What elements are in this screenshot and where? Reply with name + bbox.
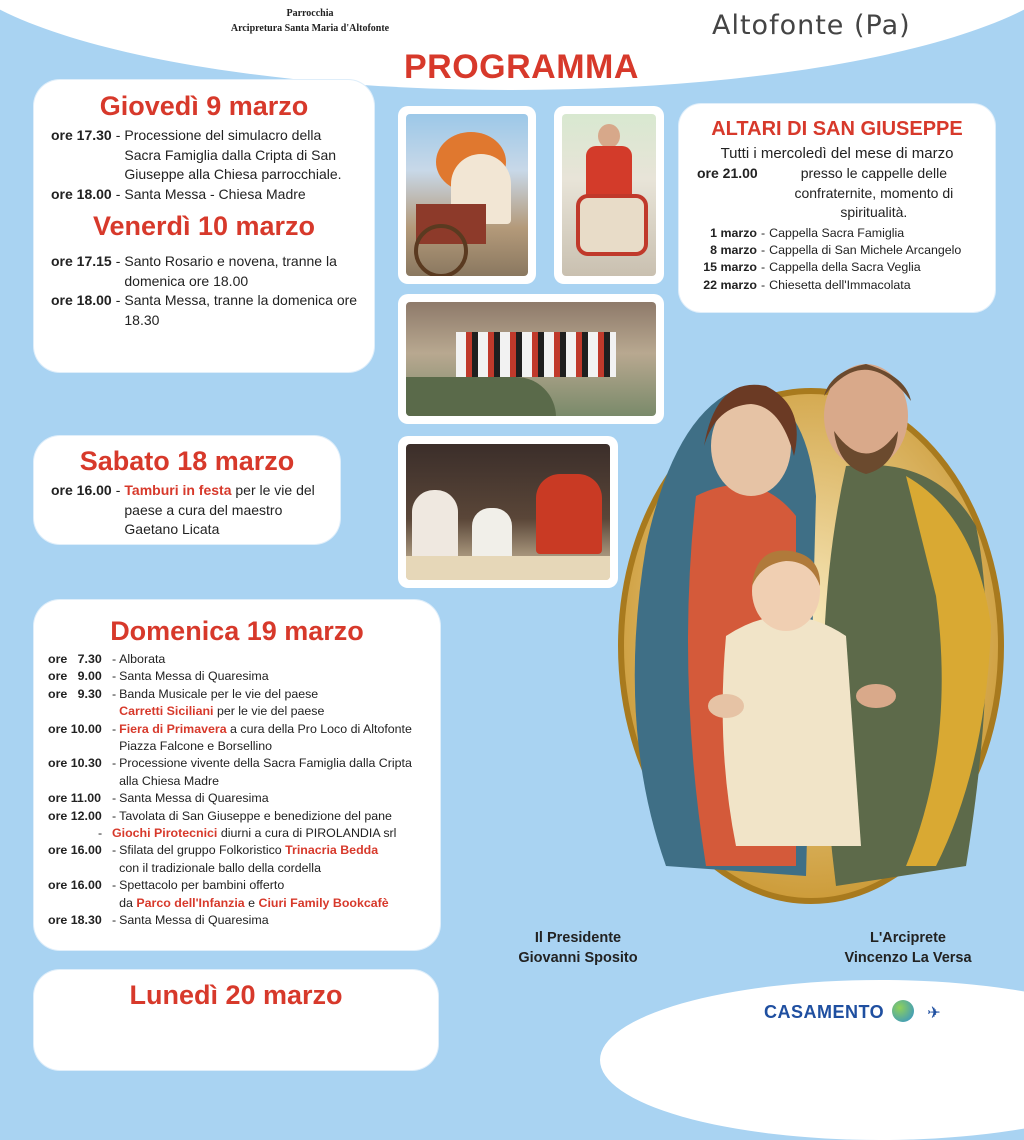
panel-monday (34, 970, 438, 1070)
schedule-time: ore 9.30 (48, 686, 102, 701)
altari-date-row: 8 marzo - Cappella di San Michele Arcangelo (691, 242, 985, 259)
event-highlight: Tamburi in festa (124, 482, 232, 498)
schedule-row: ore 10.00 - Fiera di Primavera a cura della Pro Loco di Altofonte Piazza Falcone e Borsellino (48, 721, 432, 756)
schedule-row: ore 16.00 - Tamburi in festa per le vie del paese a cura del maestro Gaetano Licata (34, 477, 340, 540)
president-name: Giovanni Sposito (518, 950, 638, 966)
day-title-sunday: Domenica 19 marzo (110, 616, 364, 646)
schedule-row: ore 17.30 - Processione del simulacro della Sacra Famiglia dalla Cripta di San Giuseppe alla Chiesa parrocchiale. (51, 126, 360, 185)
schedule-row: ore 16.00 - Sfilata del gruppo Folkoristico Trinacria Bedda con il tradizionale ballo della cordella (48, 842, 432, 877)
schedule-time: ore 17.15 (51, 253, 112, 269)
parish-heading (200, 6, 420, 36)
day-title-thursday: Giovedì 9 marzo (99, 91, 309, 121)
schedule-text: Santo Rosario e novena, tranne la domenica ore 18.00 (124, 253, 337, 289)
schedule-time: ore 11.00 (48, 791, 102, 806)
schedule-time: ore 18.30 (48, 913, 102, 928)
event-highlight: Giochi Pirotecnici (112, 826, 218, 841)
schedule-time: ore 16.00 (51, 482, 112, 498)
schedule-row: ore 18.30 - Santa Messa di Quaresima (48, 912, 432, 929)
sponsor-logo (764, 1000, 941, 1023)
schedule-time: ore 18.00 (51, 292, 112, 308)
altari-place: Cappella Sacra Famiglia (769, 225, 905, 240)
panel-saturday (34, 436, 340, 544)
day-title-monday: Lunedì 20 marzo (129, 980, 343, 1010)
schedule-text: Processione vivente della Sacra Famiglia dalla Cripta alla Chiesa Madre (119, 756, 412, 788)
priest-role: L'Arciprete (870, 930, 946, 946)
event-highlight: Trinacria Bedda (285, 843, 379, 858)
parish-line-1: Parrocchia (286, 8, 334, 19)
schedule-row: ore 18.00 - Santa Messa - Chiesa Madre (51, 185, 360, 205)
schedule-row (679, 162, 995, 223)
schedule-text: per le vie del paese (216, 704, 325, 719)
altari-date: 8 marzo (710, 242, 757, 257)
altari-date-row: 22 marzo - Chiesetta dell'Immacolata (691, 277, 985, 294)
panel-altari (679, 104, 995, 312)
plane-icon: ✈ (927, 1005, 942, 1022)
altari-place: Cappella di San Michele Arcangelo (769, 242, 962, 257)
schedule-text: Processione del simulacro della Sacra Famiglia dalla Cripta di San Giuseppe alla Chiesa parrocchiale. (124, 127, 342, 182)
schedule-time: ore 21.00 (697, 165, 758, 181)
panel-thursday-friday (34, 80, 374, 372)
schedule-row: ore 9.00 - Santa Messa di Quaresima (48, 668, 432, 685)
altari-date-row: 15 marzo - Cappella della Sacra Veglia (691, 259, 985, 276)
event-highlight: Fiera di Primavera (119, 721, 227, 736)
schedule-text: Santa Messa - Chiesa Madre (124, 185, 306, 202)
schedule-row: ore 12.00 - Tavolata di San Giuseppe e benedizione del pane (48, 808, 432, 825)
schedule-time: ore 17.30 (51, 127, 112, 143)
altari-date: 1 marzo (710, 225, 757, 240)
schedule-time: ore 16.00 (48, 878, 102, 893)
schedule-text: Alborata (119, 652, 166, 666)
schedule-row: ore 7.30 - Alborata (48, 651, 432, 668)
parish-line-2: Arcipretura Santa Maria d'Altofonte (230, 23, 390, 34)
altari-date: 15 marzo (703, 260, 757, 275)
program-title: PROGRAMMA (404, 48, 639, 86)
schedule-time: ore 9.00 (48, 669, 102, 684)
schedule-text: diurni a cura di PIROLANDIA srl (220, 826, 397, 841)
altari-intro: Tutti i mercoledì del mese di marzo (720, 145, 954, 162)
altari-place: Chiesetta dell'Immacolata (769, 277, 911, 292)
schedule-text: a cura della Pro Loco di Altofonte Piazza Falcone e Borsellino (119, 721, 412, 754)
altari-date: 22 marzo (703, 277, 757, 292)
schedule-row: ore 17.15 - Santo Rosario e novena, tranne la domenica ore 18.00 (51, 252, 360, 291)
schedule-text: presso le cappelle delle confraternite, momento di spiritualità. (794, 165, 954, 220)
president-role: Il Presidente (534, 930, 622, 946)
schedule-text: Santa Messa di Quaresima (119, 913, 269, 928)
schedule-row: ore 18.00 - Santa Messa, tranne la domenica ore 18.30 (51, 291, 360, 330)
event-highlight: Ciuri Family Bookcafè (258, 895, 389, 910)
schedule-text: con il tradizionale ballo della cordella (119, 860, 321, 875)
place-label: Altofonte (Pa) (712, 10, 911, 41)
schedule-row: ore 10.30 - Processione vivente della Sacra Famiglia dalla Cripta alla Chiesa Madre (48, 755, 432, 790)
schedule-row: ore 16.00 - Spettacolo per bambini offerto da Parco dell'Infanzia e Ciuri Family Bookcafè (48, 877, 432, 912)
altari-date-row: 1 marzo - Cappella Sacra Famiglia (691, 225, 985, 242)
schedule-row: - Giochi Pirotecnici diurni a cura di PIROLANDIA srl (98, 826, 397, 841)
altari-place: Cappella della Sacra Veglia (769, 260, 921, 275)
schedule-row: ore 9.30 - Banda Musicale per le vie del paese Carretti Siciliani per le vie del paese (48, 686, 432, 721)
schedule-time: ore 10.00 (48, 721, 102, 736)
day-title-saturday: Sabato 18 marzo (79, 446, 295, 476)
schedule-row: ore 11.00 - Santa Messa di Quaresima (48, 790, 432, 807)
schedule-text: da (119, 895, 133, 910)
schedule-text: per le vie del paese a cura del maestro Gaetano Licata (124, 482, 315, 537)
holy-family-statue (606, 346, 1006, 906)
schedule-text: Spettacolo per bambini offerto (119, 878, 285, 893)
schedule-text: Santa Messa, tranne la domenica ore 18.30 (124, 292, 358, 328)
panel-sunday (34, 600, 440, 950)
sponsor-name: CASAMENTO (764, 1002, 885, 1022)
schedule-time: ore 10.30 (48, 756, 102, 771)
signature-priest (818, 928, 998, 968)
schedule-text: Sfilata del gruppo Folkoristico (119, 843, 282, 858)
priest-name: Vincenzo La Versa (844, 950, 972, 966)
photo-drummer (554, 106, 664, 284)
event-highlight: Parco dell'Infanzia (136, 895, 245, 910)
schedule-text: e (248, 895, 256, 910)
schedule-text: Santa Messa di Quaresima (119, 791, 269, 806)
event-highlight: Carretti Siciliani (119, 704, 214, 719)
schedule-time: ore 7.30 (48, 652, 102, 666)
signature-president (488, 928, 668, 968)
schedule-time: ore 16.00 (48, 843, 102, 858)
schedule-text: Banda Musicale per le vie del paese (119, 686, 319, 701)
day-title-friday: Venerdì 10 marzo (92, 211, 316, 241)
photo-tavolata (398, 436, 618, 588)
schedule-text: Tavolata di San Giuseppe e benedizione del pane (119, 808, 392, 823)
globe-icon (892, 1000, 914, 1022)
schedule-text: Santa Messa di Quaresima (119, 669, 269, 684)
schedule-time: ore 18.00 (51, 185, 112, 202)
photo-carretto (398, 106, 536, 284)
altari-title: ALTARI DI SAN GIUSEPPE (711, 118, 963, 140)
schedule-time: ore 12.00 (48, 808, 102, 823)
